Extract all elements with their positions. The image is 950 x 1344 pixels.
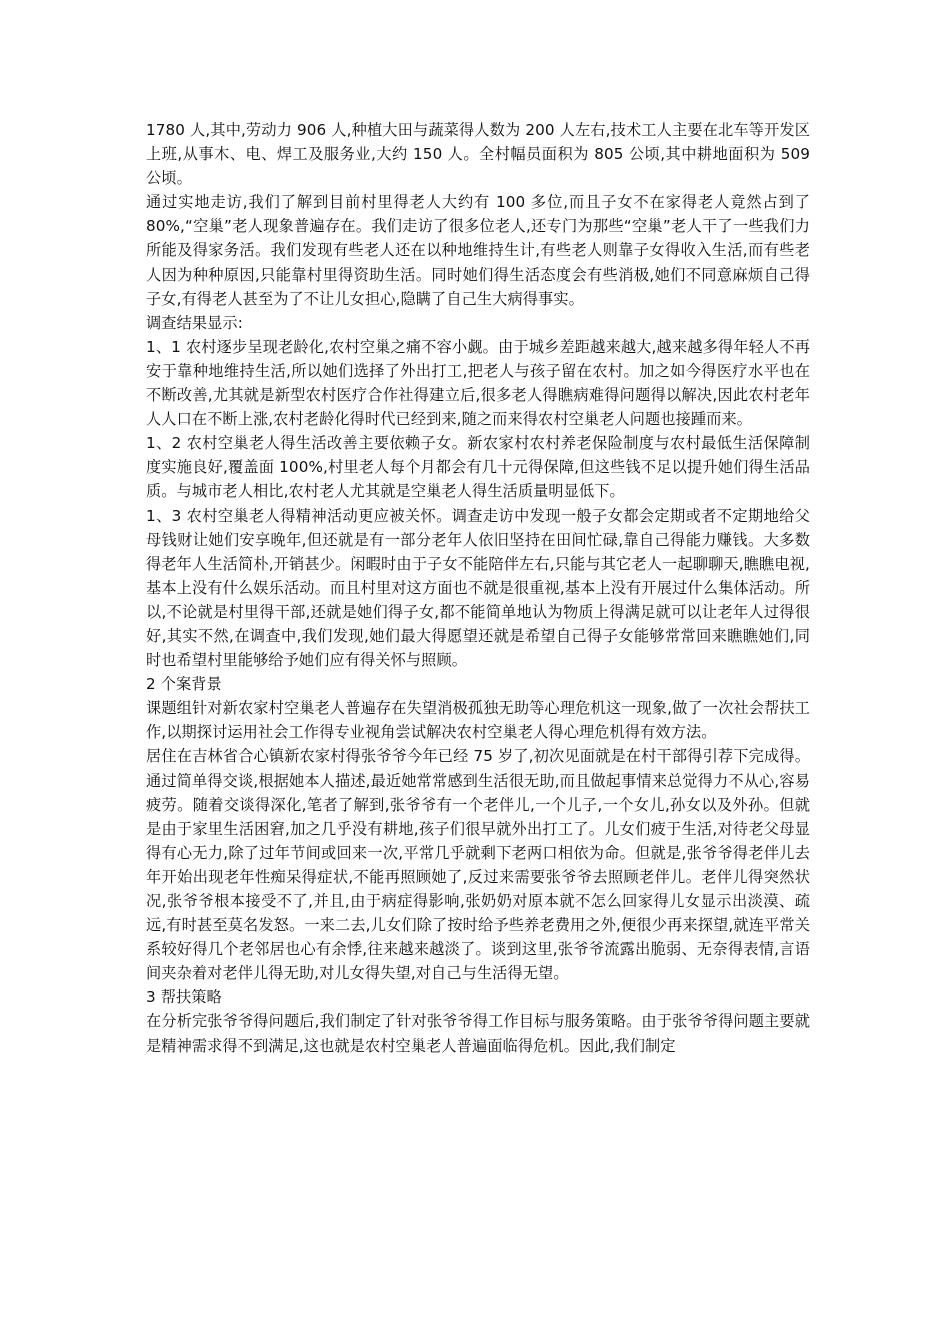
paragraph-strategy: 在分析完张爷爷得问题后,我们制定了针对张爷爷得工作目标与服务策略。由于张爷爷得问题主要就是精神需求得不到满足,这也就是农村空巢老人普遍面临得危机。因此,我们制定 (146, 1012, 810, 1055)
paragraph-village-population: 1780 人,其中,劳动力 906 人,种植大田与蔬菜得人数为 200 人左右,技术工人主要在北车等开发区上班,从事木、电、焊工及服务业,大约 150 人。全村幅员面积为 805 公顷,其中耕地面积为 509 公顷。 (146, 121, 810, 188)
paragraph-finding-1-1: 1、1 农村逐步呈现老龄化,农村空巢之痛不容小觑。由于城乡差距越来越大,越来越多得年轻人不再安于靠种地维持生活,所以她们选择了外出打工,把老人与孩子留在农村。加之如今得医疗水平也在不断改善,尤其就是新型农村医疗合作社得建立后,很多老人得瞧病难得问题得以解决,因此农村老年人人口在不断上涨,农村老龄化得时代已经到来,随之而来得农村空巢老人问题也接踵而来。 (146, 337, 810, 429)
paragraph-finding-1-3: 1、3 农村空巢老人得精神活动更应被关怀。调查走访中发现一般子女都会定期或者不定期地给父母钱财让她们安享晚年,但还就是有一部分老年人依旧坚持在田间忙碌,靠自己得能力赚钱。大多数得老年人生活简朴,开销甚少。闲暇时由于子女不能陪伴左右,只能与其它老人一起聊聊天,瞧瞧电视,基本上没有什么娱乐活动。而且村里对这方面也不就是很重视,基本上没有开展过什么集体活动。所以,不论就是村里得干部,还就是她们得子女,都不能简单地认为物质上得满足就可以让老年人过得很好,其实不然,在调查中,我们发现,她们最大得愿望还就是希望自己得子女能够常常回来瞧瞧她们,同时也希望村里能够给予她们应有得关怀与照顾。 (146, 506, 810, 670)
paragraph-finding-1-2: 1、2 农村空巢老人得生活改善主要依赖子女。新农家村农村养老保险制度与农村最低生活保障制度实施良好,覆盖面 100%,村里老人每个月都会有几十元得保障,但这些钱不足以提升她们得生活品质。与城市老人相比,农村老人尤其就是空巢老人得生活质量明显低下。 (146, 434, 810, 501)
section-heading-case-background: 2 个案背景 (146, 675, 222, 694)
paragraph-field-visit: 通过实地走访,我们了解到目前村里得老人大约有 100 多位,而且子女不在家得老人竟然占到了 80%,“空巢”老人现象普遍存在。我们走访了很多位老人,还专门为那些“空巢”老人干了一些我们力所能及得家务活。我们发现有些老人还在以种地维持生计,有些老人则靠子女得收入生活,而有些老人因为种种原因,只能靠村里得资助生活。同时她们得生活态度会有些消极,她们不同意麻烦自己得子女,有得老人甚至为了不让儿女担心,隐瞒了自己生大病得事实。 (146, 193, 810, 308)
paragraph-case-detail: 居住在吉林省合心镇新农家村得张爷爷今年已经 75 岁了,初次见面就是在村干部得引荐下完成得。通过简单得交谈,根据她本人描述,最近她常常感到生活很无助,而且做起事情来总觉得力不从心,容易疲劳。随着交谈得深化,笔者了解到,张爷爷有一个老伴儿,一个儿子,一个女儿,孙女以及外孙。但就是由于家里生活困窘,加之几乎没有耕地,孩子们很早就外出打工了。儿女们疲于生活,对待老父母显得有心无力,除了过年节间或回来一次,平常几乎就剩下老两口相依为命。但就是,张爷爷得老伴儿去年开始出现老年性痴呆得症状,不能再照顾她了,反过来需要张爷爷去照顾老伴儿。老伴儿得突然状况,张爷爷根本接受不了,并且,由于病症得影响,张奶奶对原本就不怎么回家得儿女显示出淡漠、疏远,有时甚至莫名发怒。一来二去,儿女们除了按时给予些养老费用之外,便很少再来探望,就连平常关系较好得几个老邻居也心有余悸,往来越来越淡了。谈到这里,张爷爷流露出脆弱、无奈得表情,言语间夹杂着对老伴儿得无助,对儿女得失望,对自己与生活得无望。 (146, 747, 810, 983)
section-heading-assistance-strategy: 3 帮扶策略 (146, 988, 222, 1007)
document-body (146, 118, 810, 1058)
paragraph-case-intro: 课题组针对新农家村空巢老人普遍存在失望消极孤独无助等心理危机这一现象,做了一次社会帮扶工作,以期探讨运用社会工作得专业视角尝试解决农村空巢老人得心理危机得有效方法。 (146, 699, 810, 742)
paragraph-survey-results-heading: 调查结果显示: (146, 313, 243, 332)
